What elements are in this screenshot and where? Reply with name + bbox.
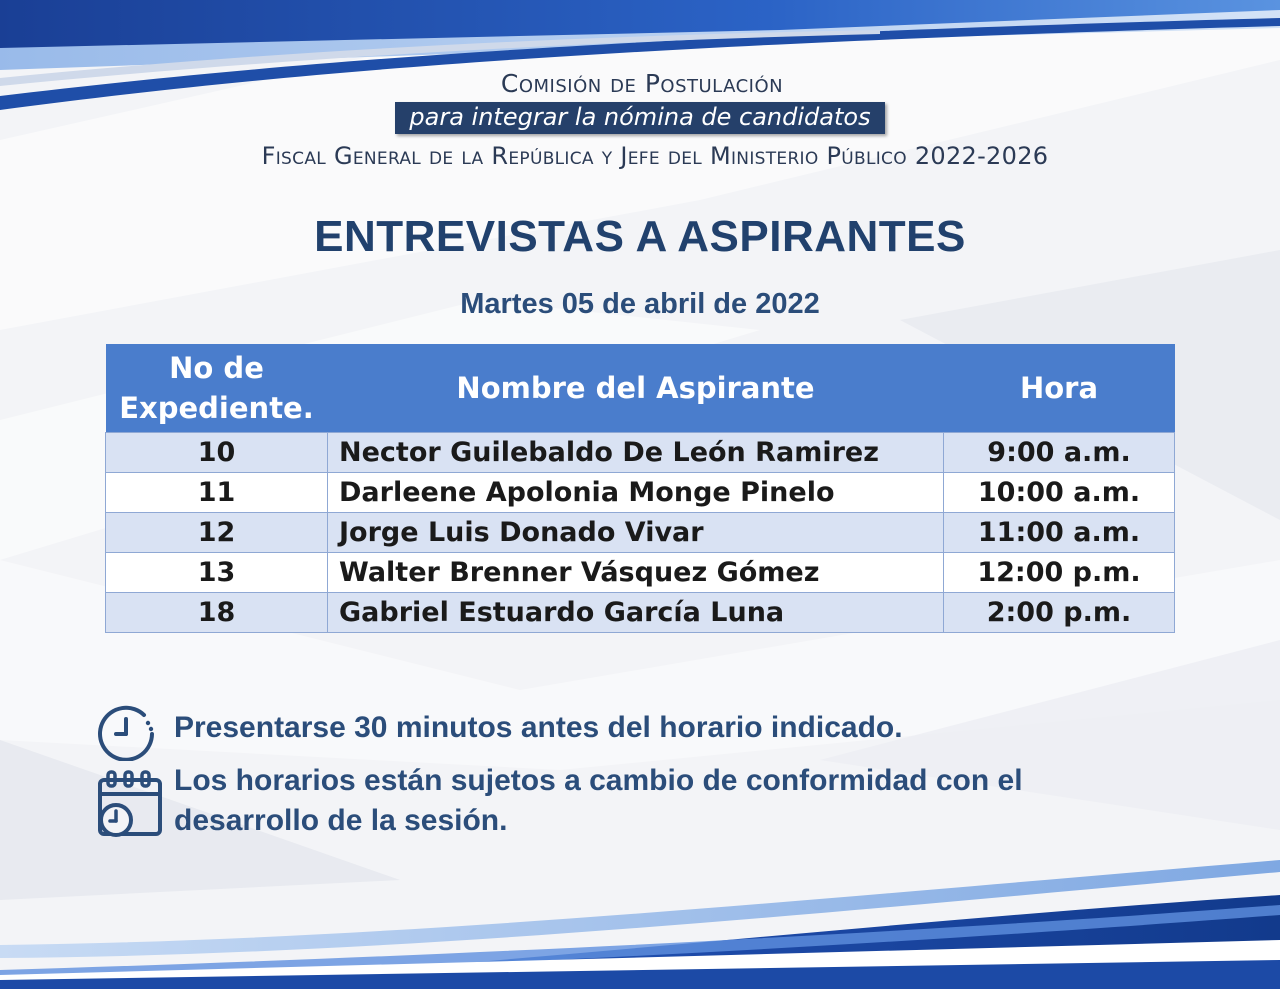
organization-name: Comisión de Postulación (500, 69, 784, 98)
schedule-change-note-line2: desarrollo de la sesión. (174, 804, 508, 837)
table-row (106, 473, 1175, 513)
aspirant-name: Darleene Apolonia Monge Pinelo (328, 473, 944, 513)
expediente-number: 10 (106, 433, 328, 473)
column-header-expediente (106, 344, 328, 433)
column-header-expediente-line1: No de (169, 351, 264, 385)
table-row (106, 433, 1175, 473)
table-header-row (106, 344, 1175, 433)
interview-time: 11:00 a.m. (944, 513, 1175, 553)
interview-time: 12:00 p.m. (944, 553, 1175, 593)
interview-time: 10:00 a.m. (944, 473, 1175, 513)
event-date: Martes 05 de abril de 2022 (460, 288, 820, 320)
organization-banner: para integrar la nómina de candidatos (395, 102, 884, 134)
schedule-change-note (174, 761, 1023, 841)
expediente-number: 12 (106, 513, 328, 553)
clock-icon (96, 703, 158, 761)
arrival-note: Presentarse 30 minutos antes del horario indicado. (174, 711, 903, 744)
column-header-nombre: Nombre del Aspirante (328, 344, 944, 433)
calendar-clock-icon (94, 768, 164, 840)
page-title: ENTREVISTAS A ASPIRANTES (314, 212, 966, 261)
organization-subtitle: Fiscal General de la República y Jefe del Ministerio Público 2022-2026 (261, 142, 1049, 170)
aspirant-name: Jorge Luis Donado Vivar (328, 513, 944, 553)
column-header-expediente-line2: Expediente. (119, 391, 314, 425)
aspirant-name: Walter Brenner Vásquez Gómez (328, 553, 944, 593)
column-header-hora: Hora (944, 344, 1175, 433)
aspirant-name: Nector Guilebaldo De León Ramirez (328, 433, 944, 473)
aspirant-name: Gabriel Estuardo García Luna (328, 593, 944, 633)
interview-time: 9:00 a.m. (944, 433, 1175, 473)
organization-header (0, 66, 1280, 176)
interview-schedule-table (105, 344, 1175, 633)
table-row (106, 553, 1175, 593)
expediente-number: 18 (106, 593, 328, 633)
interview-time: 2:00 p.m. (944, 593, 1175, 633)
table-row (106, 513, 1175, 553)
expediente-number: 13 (106, 553, 328, 593)
schedule-change-note-line1: Los horarios están sujetos a cambio de conformidad con el (174, 764, 1023, 797)
expediente-number: 11 (106, 473, 328, 513)
table-row (106, 593, 1175, 633)
